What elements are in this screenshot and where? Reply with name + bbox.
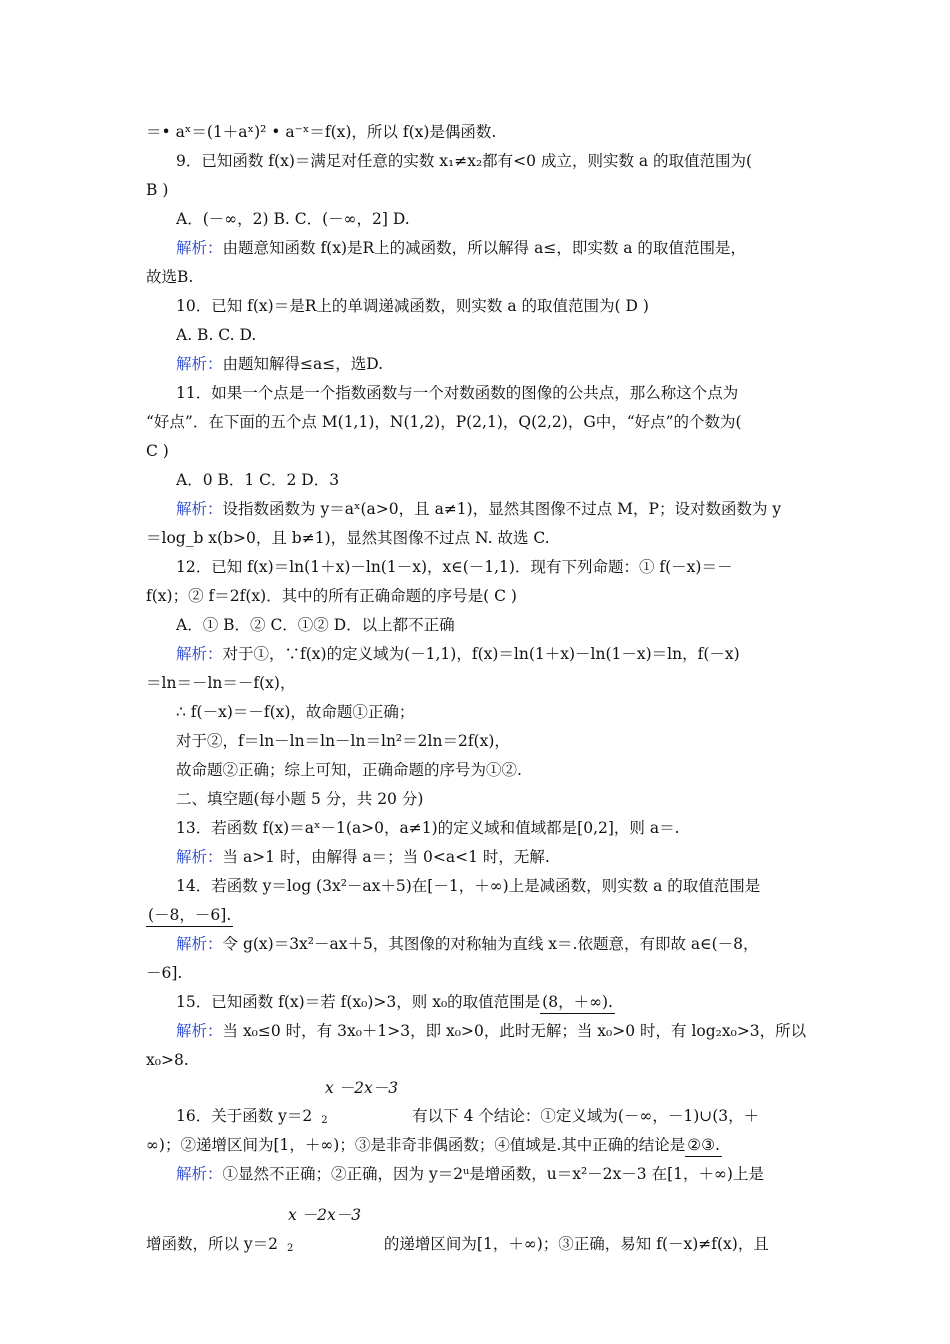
- question-10: 10．已知 f(x)＝是R上的单调递减函数，则实数 a 的取值范围为( D ): [176, 297, 649, 315]
- solution-11: [176, 499, 816, 519]
- text-line: [146, 1234, 816, 1254]
- solution-text: ①显然不正确；②正确，因为 y＝2ᵘ是增函数，u＝x²－2x－3 在[1，＋∞)上是: [222, 1165, 764, 1183]
- solution-text: 由题知解得≤a≤，选D.: [222, 355, 384, 373]
- solution-label: 解析：: [176, 1022, 223, 1040]
- answer-11: C ): [146, 442, 169, 460]
- solution-label: 解析：: [176, 239, 223, 257]
- answer-9: B ): [146, 181, 169, 199]
- solution-label: 解析：: [176, 500, 223, 518]
- answer-blank: (－8，－6].: [146, 905, 233, 927]
- solution-text: 对于①，∵f(x)的定义域为(－1,1)，f(x)＝ln(1＋x)－ln(1－x)＝ln，f(－x): [222, 645, 740, 663]
- solution-text: 的递增区间为[1，＋∞)；③正确，易知 f(－x)≠f(x)，且: [383, 1235, 769, 1253]
- text-line: 故命题②正确；综上可知，正确命题的序号为①②.: [176, 761, 522, 779]
- solution-text: 设指数函数为 y＝aˣ(a>0，且 a≠1)，显然其图像不过点 M，P；设对数函数为 y: [222, 500, 782, 518]
- solution-14: [176, 934, 816, 954]
- solution-text: 当 a>1 时，由解得 a＝；当 0<a<1 时，无解.: [222, 848, 550, 866]
- solution-label: 解析：: [176, 848, 223, 866]
- question-16: [176, 1106, 816, 1126]
- solution-label: 解析：: [176, 645, 223, 663]
- question-text: 有以下 4 个结论：①定义域为(－∞，－1)∪(3，＋: [412, 1107, 760, 1125]
- solution-13: [176, 847, 816, 867]
- solution-10: [176, 354, 816, 374]
- solution-text: 由题意知函数 f(x)是R上的减函数，所以解得 a≤，即实数 a 的取值范围是，: [222, 239, 746, 257]
- solution-16: [176, 1164, 816, 1184]
- exponent-sup: 2: [286, 1243, 294, 1254]
- text-line: f(x)；② f＝2f(x)．其中的所有正确命题的序号是( C ): [146, 587, 517, 605]
- solution-12: [176, 644, 816, 664]
- text-line: “好点”．在下面的五个点 M(1,1)，N(1,2)，P(2,1)，Q(2,2)，G中，“好点”的个数为(: [146, 413, 742, 431]
- exponent-text: x －2x－3: [288, 1206, 362, 1224]
- options-11: A．0 B．1 C．2 D．3: [176, 471, 340, 489]
- text-line: ∴ f(－x)＝－f(x)，故命题①正确；: [176, 703, 415, 721]
- question-9: 9．已知函数 f(x)＝满足对任意的实数 x₁≠x₂都有<0 成立，则实数 a 的取值范围为(: [176, 152, 753, 170]
- exponent-sup: 2: [321, 1115, 328, 1126]
- solution-text: 增函数，所以 y＝2: [146, 1235, 279, 1253]
- text-line: 对于②，f＝ln－ln＝ln－ln＝ln²＝2ln＝2f(x)，: [176, 732, 510, 750]
- text-line: [146, 1135, 816, 1157]
- answer-14: [146, 905, 816, 927]
- solution-label: 解析：: [176, 1165, 223, 1183]
- options-10: A. B. C. D.: [176, 326, 257, 344]
- question-text: ∞)；②递增区间为[1，＋∞)；③是非奇非偶函数；④值域是.其中正确的结论是: [146, 1136, 686, 1154]
- text-line: 故选B.: [146, 268, 194, 286]
- question-text: 15．已知函数 f(x)＝若 f(x₀)>3，则 x₀的取值范围是: [176, 993, 541, 1011]
- question-text: 16．关于函数 y＝2: [176, 1107, 313, 1125]
- text-line: ＝ln＝－ln＝－f(x)，: [146, 674, 296, 692]
- text-line: －6].: [146, 964, 183, 982]
- answer-blank: ②③.: [685, 1135, 722, 1157]
- question-15: [176, 992, 816, 1014]
- solution-label: 解析：: [176, 935, 223, 953]
- options-9: A．(－∞，2) B. C．(－∞，2] D.: [176, 210, 410, 228]
- text-line: ＝• aˣ＝(1＋aˣ)² • a⁻ˣ＝f(x)，所以 f(x)是偶函数.: [146, 123, 497, 141]
- solution-text: 当 x₀≤0 时，有 3x₀＋1>3，即 x₀>0，此时无解；当 x₀>0 时，有 log₂x₀>3，所以: [222, 1022, 807, 1040]
- solution-15: [176, 1021, 816, 1041]
- solution-9: [176, 238, 816, 258]
- exponent-text: x －2x－3: [325, 1079, 399, 1097]
- solution-text: 令 g(x)＝3x²－ax＋5，其图像的对称轴为直线 x＝.依题意，有即故 a∈(－8，: [222, 935, 759, 953]
- question-14: 14．若函数 y＝log (3x²－ax＋5)在[－1，＋∞)上是减函数，则实数 a 的取值范围是: [176, 877, 761, 895]
- solution-label: 解析：: [176, 355, 223, 373]
- question-11: 11．如果一个点是一个指数函数与一个对数函数的图像的公共点，那么称这个点为: [176, 384, 739, 402]
- text-line: x₀>8.: [146, 1051, 189, 1069]
- options-12: A．① B．② C．①② D．以上都不正确: [176, 616, 455, 634]
- text-line: ＝log_b x(b>0，且 b≠1)，显然其图像不过点 N. 故选 C.: [146, 529, 550, 547]
- question-13: 13．若函数 f(x)＝aˣ－1(a>0，a≠1)的定义域和值域都是[0,2]，则 a＝.: [176, 819, 680, 837]
- section-heading: 二、填空题(每小题 5 分，共 20 分): [176, 790, 424, 808]
- answer-blank: (8，＋∞).: [540, 992, 615, 1014]
- question-12: 12．已知 f(x)＝ln(1＋x)－ln(1－x)，x∈(－1,1)．现有下列命题：① f(－x)＝－: [176, 558, 733, 576]
